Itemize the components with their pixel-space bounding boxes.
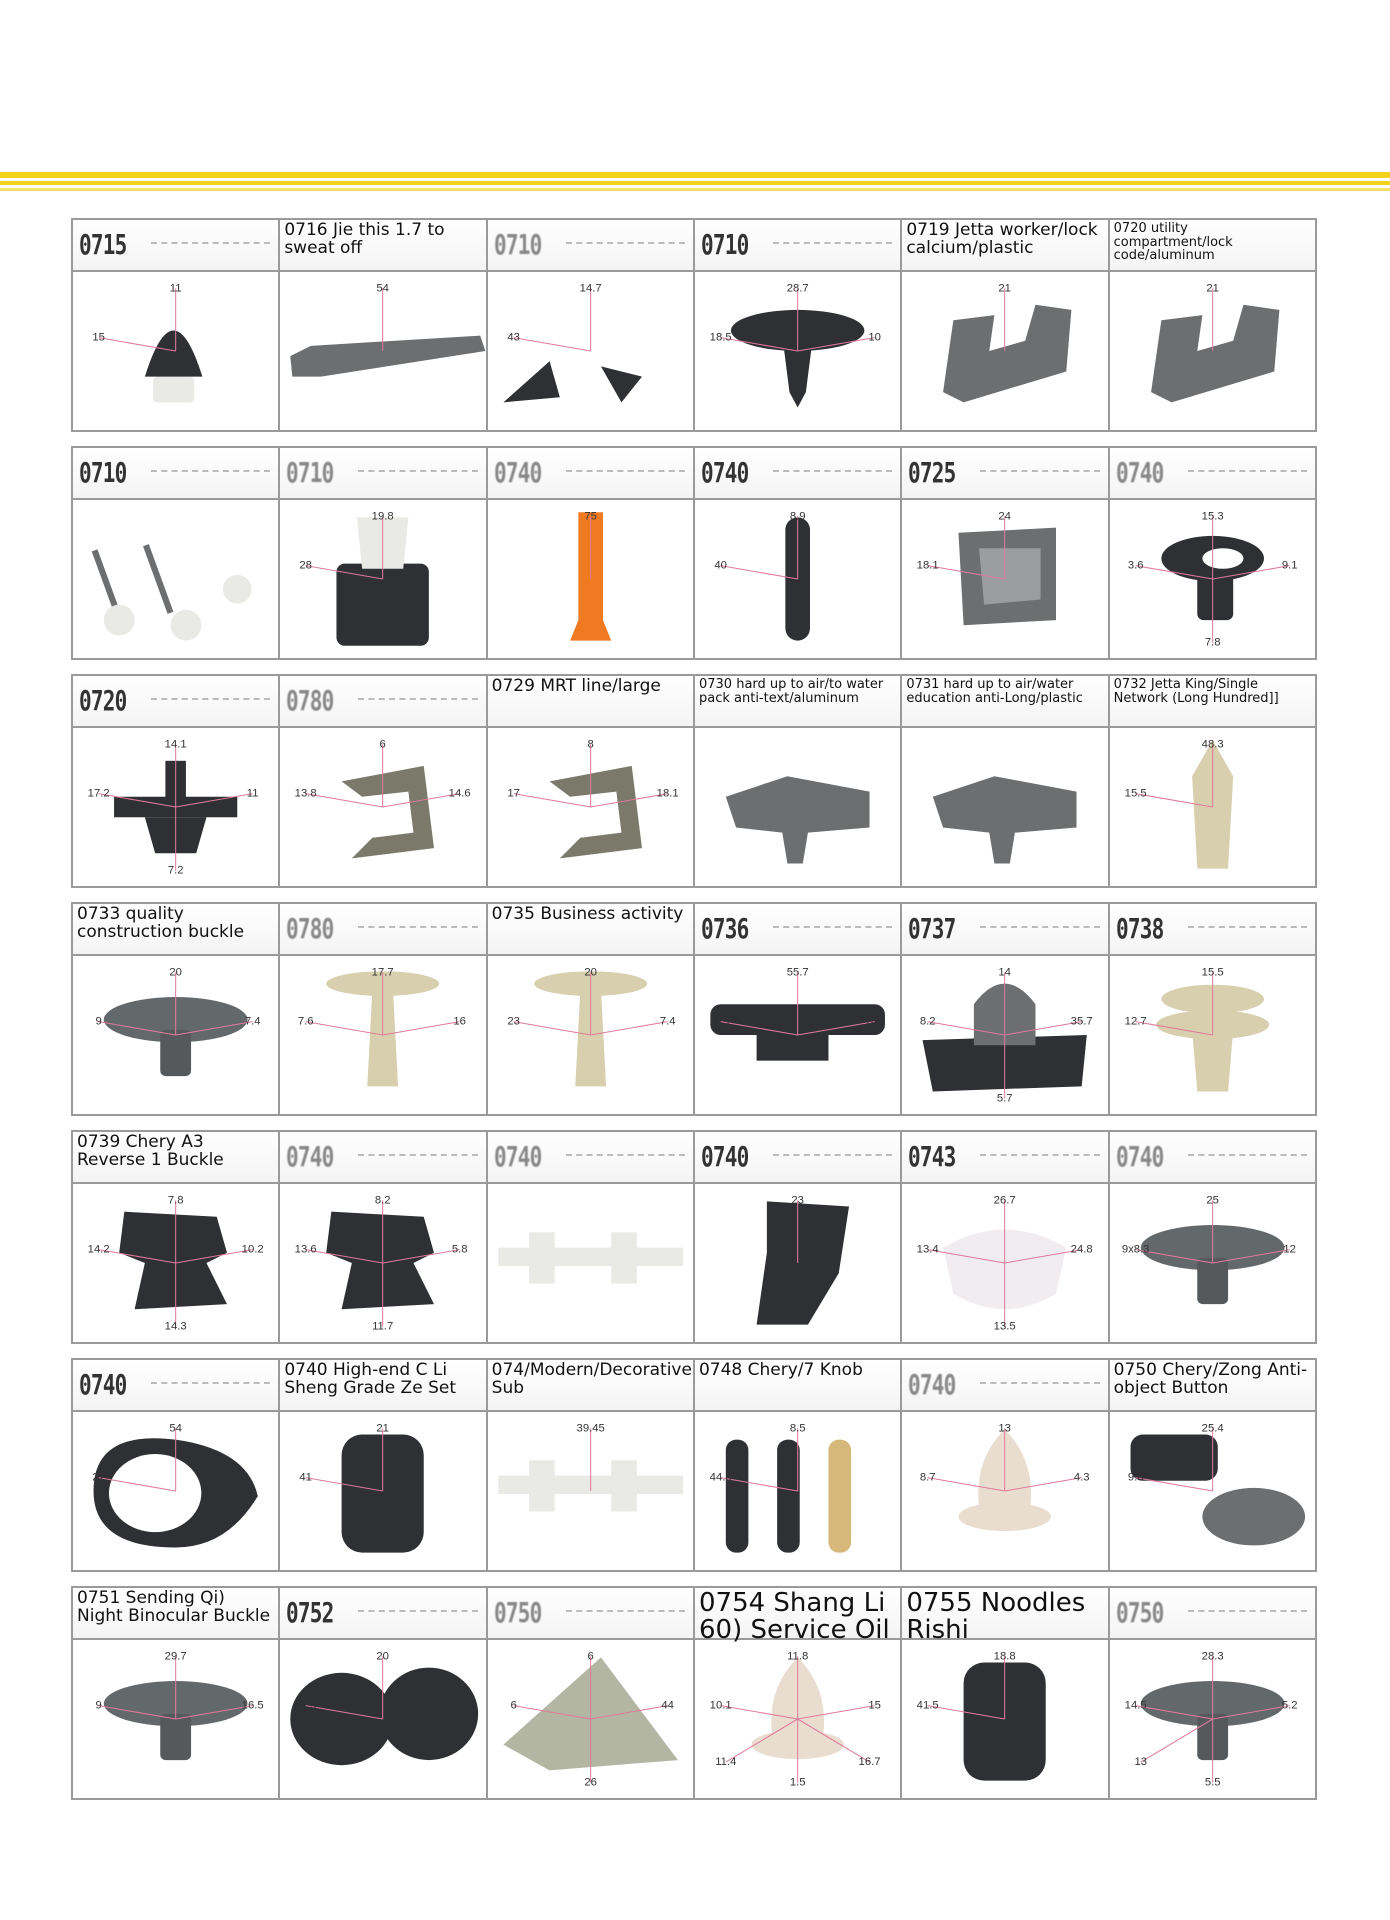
header-rule xyxy=(980,1154,1099,1156)
part-cell xyxy=(278,1586,487,1800)
dimension-label: 28.3 xyxy=(1201,1650,1224,1663)
header-rule xyxy=(1188,1610,1307,1612)
dimension-label: 12.7 xyxy=(1124,1015,1147,1028)
mushroom-cap-icon xyxy=(1110,1184,1315,1342)
ribbed-knob-icon xyxy=(280,1412,485,1570)
part-code: 0738 xyxy=(1115,912,1164,945)
part-cell xyxy=(900,1358,1109,1572)
part-cell xyxy=(693,1358,902,1572)
part-code: 0740 xyxy=(286,1140,334,1173)
dimension-label: 20 xyxy=(584,966,597,979)
dimension-label: 7.8 xyxy=(167,1194,184,1207)
part-header xyxy=(73,904,278,956)
dimension-label: 19.8 xyxy=(372,510,394,523)
part-header xyxy=(280,1588,485,1640)
part-header xyxy=(488,1132,693,1184)
part-cell xyxy=(486,902,695,1116)
ribbed-knob-icon xyxy=(902,1640,1107,1798)
part-cell xyxy=(693,218,902,432)
part-header xyxy=(902,904,1107,956)
part-code: 0752 xyxy=(286,1596,334,1629)
dimension-label: 10.1 xyxy=(709,1699,732,1712)
part-code: 0740 xyxy=(1115,1140,1164,1173)
dimension-label: 18.1 xyxy=(656,787,679,800)
fir-tree-clip-icon xyxy=(488,956,693,1114)
part-header xyxy=(73,1132,278,1184)
dimension-label: 8.9 xyxy=(789,510,806,523)
dimension-label: 8 xyxy=(587,738,594,751)
grommet-icon xyxy=(1110,500,1315,658)
header-rule xyxy=(151,470,270,472)
part-header xyxy=(902,1360,1107,1412)
part-cell xyxy=(693,1586,902,1800)
dimension-label: 11.4 xyxy=(715,1756,737,1769)
dimension-label: 16.5 xyxy=(241,1699,264,1712)
top-stripe-2 xyxy=(0,181,1390,185)
cone-clip-icon xyxy=(695,1640,900,1798)
part-header xyxy=(488,220,693,272)
dimension-label: 11 xyxy=(246,787,259,800)
header-rule xyxy=(773,926,892,928)
dimension-label: 17.2 xyxy=(87,787,110,800)
mushroom-cap-icon xyxy=(73,1640,278,1798)
dimension-line xyxy=(513,338,590,351)
header-rule xyxy=(358,698,477,700)
part-header xyxy=(280,676,485,728)
dimension-label: 21 xyxy=(998,282,1012,295)
part-cell xyxy=(693,1130,902,1344)
part-header xyxy=(902,448,1107,500)
dimension-label: 29.7 xyxy=(164,1650,187,1663)
part-cell xyxy=(900,1130,1109,1344)
dimension-label: 15.3 xyxy=(1201,510,1224,523)
part-code: 0740 xyxy=(79,1368,127,1401)
part-code: 0740 xyxy=(700,1140,749,1173)
header-rule xyxy=(358,926,477,928)
dimension-label: 4.3 xyxy=(1074,1471,1090,1484)
part-header xyxy=(1110,1588,1315,1640)
part-header xyxy=(1110,904,1315,956)
header-rule xyxy=(980,470,1099,472)
header-rule xyxy=(566,470,685,472)
header-rule xyxy=(1188,1154,1307,1156)
dimension-label: 28.7 xyxy=(786,282,809,295)
part-header xyxy=(695,1360,900,1412)
dimension-label: 17 xyxy=(507,787,520,800)
part-caption: 0729 MRT line/large xyxy=(491,676,661,696)
dimension-label: 13 xyxy=(1134,1756,1147,1769)
part-code: 0736 xyxy=(700,912,749,945)
part-header xyxy=(1110,220,1315,272)
part-header xyxy=(695,1132,900,1184)
part-cell xyxy=(1108,1358,1317,1572)
part-code: 0740 xyxy=(700,456,749,489)
part-code: 0740 xyxy=(908,1368,956,1401)
screw-set-icon xyxy=(695,1412,900,1570)
part-cell xyxy=(71,218,280,432)
part-caption: 0755 Noodles Rishi xyxy=(906,1588,1086,1646)
dimension-label: 18.1 xyxy=(917,559,939,572)
fir-tree-clip-icon xyxy=(280,956,485,1114)
dimension-label: 9.8 xyxy=(1127,1471,1144,1484)
part-cell xyxy=(486,1586,695,1800)
dimension-label: 15 xyxy=(92,331,105,344)
part-header xyxy=(280,904,485,956)
mushroom-cap-icon xyxy=(1110,1640,1315,1798)
part-header xyxy=(695,676,900,728)
dimension-label: 13.6 xyxy=(295,1243,317,1256)
dimension-label: 25.4 xyxy=(1201,1422,1224,1435)
top-stripe-3 xyxy=(0,188,1390,191)
dimension-label: 11.7 xyxy=(372,1320,394,1333)
dimension-label: 11.8 xyxy=(787,1650,809,1663)
part-cell xyxy=(900,902,1109,1116)
arrow-pin-icon xyxy=(1110,728,1315,886)
dimension-label: 15.5 xyxy=(1124,787,1147,800)
dimension-label: 41 xyxy=(299,1471,313,1484)
part-header xyxy=(1110,1132,1315,1184)
part-cell xyxy=(900,446,1109,660)
dimension-label: 27 xyxy=(92,1471,105,1484)
part-header xyxy=(488,1360,693,1412)
dimension-label: 16.7 xyxy=(858,1756,881,1769)
part-code: 0740 xyxy=(493,456,542,489)
dimension-label: 8.5 xyxy=(866,1015,883,1028)
header-rule xyxy=(358,1154,477,1156)
header-rule xyxy=(151,242,270,244)
dimension-label: 5.8 xyxy=(452,1243,468,1256)
part-header xyxy=(488,904,693,956)
clip-strip-icon xyxy=(488,1184,693,1342)
dimension-label: 3.6 xyxy=(1127,559,1144,572)
part-cell xyxy=(486,1358,695,1572)
part-cell xyxy=(278,218,487,432)
dimension-label: 13.5 xyxy=(994,1320,1016,1333)
hose-clip-icon xyxy=(73,1184,278,1342)
dimension-label: 28 xyxy=(299,559,313,572)
dimension-label: 5.7 xyxy=(997,1092,1013,1105)
part-cell xyxy=(278,674,487,888)
dimension-label: 6 xyxy=(379,738,387,751)
part-cell xyxy=(1108,446,1317,660)
part-header xyxy=(695,448,900,500)
dimension-label: 8.7 xyxy=(920,1471,936,1484)
dimension-label: 54 xyxy=(169,1422,182,1435)
u-clip-icon xyxy=(902,272,1107,430)
part-header xyxy=(488,1588,693,1640)
part-cell xyxy=(278,446,487,660)
dimension-label: 7.6 xyxy=(298,1015,314,1028)
dimension-label: 23 xyxy=(791,1194,804,1207)
part-caption: 0719 Jetta worker/lock calcium/plastic xyxy=(906,220,1098,258)
part-cell xyxy=(71,446,280,660)
part-cell xyxy=(1108,674,1317,888)
dimension-label: 14.5 xyxy=(1124,1699,1147,1712)
wedge-pair-icon xyxy=(488,272,693,430)
part-cell xyxy=(900,218,1109,432)
part-caption: 0735 Business activity xyxy=(491,904,684,924)
dimension-label: 23 xyxy=(507,1015,520,1028)
button-pair-icon xyxy=(1110,1412,1315,1570)
part-cell xyxy=(900,1586,1109,1800)
dimension-label: 25 xyxy=(1206,1194,1219,1207)
dimension-label: 13.8 xyxy=(295,787,317,800)
dimension-label: 11 xyxy=(169,282,182,295)
dimension-label: 13 xyxy=(998,1422,1012,1435)
dimension-label: 21 xyxy=(376,1422,390,1435)
dimension-label: 5.5 xyxy=(1204,1776,1221,1789)
dimension-label: 24.8 xyxy=(1071,1243,1093,1256)
orange-tube-icon xyxy=(488,500,693,658)
part-caption: 0733 quality construction buckle xyxy=(77,904,245,942)
part-header xyxy=(902,1132,1107,1184)
header-rule xyxy=(773,470,892,472)
dimension-label: 14.3 xyxy=(164,1320,187,1333)
part-cell xyxy=(486,674,695,888)
header-rule xyxy=(566,1154,685,1156)
header-rule xyxy=(980,1382,1099,1384)
part-code: 0780 xyxy=(286,912,334,945)
part-cell xyxy=(278,902,487,1116)
dimension-label: 18.8 xyxy=(994,1650,1016,1663)
ribbed-pin-icon xyxy=(695,500,900,658)
part-header xyxy=(902,220,1107,272)
ring-icon xyxy=(73,1412,278,1570)
part-caption: 0750 Chery/Zong Anti-object Button xyxy=(1113,1360,1308,1398)
part-cell xyxy=(693,674,902,888)
part-header xyxy=(73,1588,278,1640)
part-caption: 0751 Sending Qi) Night Binocular Buckle xyxy=(77,1588,271,1626)
part-code: 0710 xyxy=(700,228,749,261)
part-cell xyxy=(71,1586,280,1800)
spring-clip-icon xyxy=(902,500,1107,658)
dimension-label: 43 xyxy=(507,331,520,344)
dimension-label: 15 xyxy=(868,1699,881,1712)
part-caption: 0754 Shang Li 60) Service Oil xyxy=(698,1588,890,1646)
cone-clip-icon xyxy=(902,1412,1107,1570)
part-header xyxy=(488,676,693,728)
disc-pair-icon xyxy=(280,1640,485,1798)
part-cell xyxy=(71,1130,280,1344)
dimension-label: 44 xyxy=(661,1699,674,1712)
part-header xyxy=(280,1360,485,1412)
part-code: 0740 xyxy=(1115,456,1164,489)
header-rule xyxy=(980,926,1099,928)
dimension-label: 20 xyxy=(376,1650,390,1663)
part-header xyxy=(902,676,1107,728)
header-rule xyxy=(773,1154,892,1156)
dimension-label: 8.2 xyxy=(375,1194,391,1207)
part-header xyxy=(280,1132,485,1184)
mushroom-cap-icon xyxy=(73,956,278,1114)
dimension-label: 48.3 xyxy=(1201,738,1224,751)
dimension-label: 26 xyxy=(584,1776,597,1789)
part-cell xyxy=(900,674,1109,888)
part-caption: 0716 Jie this 1.7 to sweat off xyxy=(284,220,445,258)
dimension-label: 17.7 xyxy=(372,966,394,979)
part-header xyxy=(280,448,485,500)
dimension-label: 14.2 xyxy=(87,1243,110,1256)
flat-bar-icon xyxy=(280,272,485,430)
part-cell xyxy=(278,1130,487,1344)
dimension-label: 14 xyxy=(998,966,1012,979)
part-code: 0725 xyxy=(908,456,956,489)
dimension-label: 20 xyxy=(169,966,182,979)
metal-clip-icon xyxy=(280,728,485,886)
dimension-label: 9 xyxy=(95,1699,102,1712)
part-code: 0715 xyxy=(79,228,127,261)
metal-clip-icon xyxy=(488,728,693,886)
part-code: 0750 xyxy=(1115,1596,1164,1629)
dimension-label: 7.8 xyxy=(1204,636,1221,649)
part-code: 0780 xyxy=(286,684,334,717)
dimension-label: 8.5 xyxy=(789,1422,806,1435)
tree-clip-icon xyxy=(695,272,900,430)
parts-catalog-grid xyxy=(73,218,1317,1800)
header-rule xyxy=(151,1382,270,1384)
part-caption: 074/Modern/Decorative Sub xyxy=(491,1360,692,1398)
clip-strip-icon xyxy=(488,1412,693,1570)
dimension-label: 10 xyxy=(868,331,881,344)
dimension-label: 7.4 xyxy=(244,1015,261,1028)
mount-block-icon xyxy=(902,956,1107,1114)
dimension-label: 9.1 xyxy=(1281,559,1298,572)
top-stripe-1 xyxy=(0,172,1390,178)
part-header xyxy=(1110,1360,1315,1412)
part-cell xyxy=(693,902,902,1116)
part-cell xyxy=(1108,1130,1317,1344)
layered-clip-icon xyxy=(1110,956,1315,1114)
u-clip-icon xyxy=(1110,272,1315,430)
header-rule xyxy=(151,698,270,700)
part-caption: 0732 Jetta King/Single Network (Long Hundred]] xyxy=(1113,677,1279,706)
part-cell xyxy=(1108,218,1317,432)
part-cell xyxy=(278,1358,487,1572)
dimension-label: 21 xyxy=(1206,282,1219,295)
part-cell xyxy=(71,902,280,1116)
dimension-label: 13.4 xyxy=(917,1243,939,1256)
part-cell xyxy=(71,674,280,888)
part-code: 0710 xyxy=(286,456,334,489)
part-header xyxy=(280,220,485,272)
part-caption: 0739 Chery A3 Reverse 1 Buckle xyxy=(77,1132,224,1170)
header-rule xyxy=(566,242,685,244)
dimension-label: 9x8.3 xyxy=(1121,1243,1150,1256)
dimension-label: 21.7 xyxy=(709,1015,732,1028)
dimension-label: 7.4 xyxy=(659,1015,676,1028)
dimension-label: 18.5 xyxy=(709,331,732,344)
dimension-label: 40 xyxy=(714,559,727,572)
part-header xyxy=(73,676,278,728)
dimension-label: 26.7 xyxy=(994,1194,1016,1207)
part-header xyxy=(695,220,900,272)
part-code: 0710 xyxy=(493,228,542,261)
header-rule xyxy=(1188,470,1307,472)
part-caption: 0730 hard up to air/to water pack anti-text/aluminum xyxy=(698,677,884,706)
header-rule xyxy=(566,1610,685,1612)
dimension-label: 35.7 xyxy=(1071,1015,1093,1028)
dimension-label: 16 xyxy=(453,1015,467,1028)
round-clip-icon xyxy=(902,1184,1107,1342)
dimension-label: 8.2 xyxy=(920,1015,936,1028)
push-rivet-icon xyxy=(73,272,278,430)
bracket-icon xyxy=(695,1184,900,1342)
dimension-label: 24 xyxy=(998,510,1012,523)
dimension-label: 1.5 xyxy=(789,1776,806,1789)
dimension-label: 6 xyxy=(510,1699,517,1712)
header-rule xyxy=(358,1610,477,1612)
header-rule xyxy=(773,242,892,244)
part-cell xyxy=(486,218,695,432)
dimension-label: 44.8 xyxy=(709,1471,732,1484)
part-cell xyxy=(1108,1586,1317,1800)
part-header xyxy=(1110,448,1315,500)
dimension-label: 55.7 xyxy=(786,966,809,979)
dimension-label: 75 xyxy=(584,510,597,523)
dimension-label: 22.5 xyxy=(295,1699,317,1712)
part-cell xyxy=(71,1358,280,1572)
header-rule xyxy=(358,470,477,472)
dimension-label: 5.2 xyxy=(1281,1699,1298,1712)
hose-clip-icon xyxy=(280,1184,485,1342)
part-caption: 0748 Chery/7 Knob xyxy=(698,1360,863,1380)
part-header xyxy=(73,1360,278,1412)
part-code: 0710 xyxy=(79,456,127,489)
bolt-set-icon xyxy=(73,500,278,658)
part-caption: 0731 hard up to air/water education anti-Long/plastic xyxy=(906,677,1083,706)
dimension-label: 6 xyxy=(587,1650,594,1663)
part-caption: 0740 High-end C Li Sheng Grade Ze Set xyxy=(284,1360,456,1398)
part-code: 0743 xyxy=(908,1140,956,1173)
dimension-label: 12 xyxy=(1283,1243,1296,1256)
part-code: 0750 xyxy=(493,1596,542,1629)
part-cell xyxy=(693,446,902,660)
dimension-label: 39.45 xyxy=(576,1422,605,1435)
part-header xyxy=(695,904,900,956)
square-clip-icon xyxy=(280,500,485,658)
part-code: 0737 xyxy=(908,912,956,945)
dimension-label: 14.6 xyxy=(449,787,471,800)
part-header xyxy=(1110,676,1315,728)
part-header xyxy=(73,448,278,500)
dimension-label: 10.2 xyxy=(241,1243,264,1256)
part-caption: 0720 utility compartment/lock code/aluminum xyxy=(1113,221,1233,264)
dimension-label: 54 xyxy=(376,282,390,295)
part-code: 0740 xyxy=(493,1140,542,1173)
part-cell xyxy=(486,1130,695,1344)
header-rule xyxy=(1188,926,1307,928)
pipe-tee-icon xyxy=(902,728,1107,886)
part-header xyxy=(73,220,278,272)
dimension-label: 7.2 xyxy=(167,864,184,877)
dimension-label: 9 xyxy=(95,1015,102,1028)
part-code: 0720 xyxy=(79,684,127,717)
pipe-tee-icon xyxy=(695,728,900,886)
dimension-label: 14.7 xyxy=(579,282,602,295)
part-cell xyxy=(1108,902,1317,1116)
square-base-clip-icon xyxy=(73,728,278,886)
part-cell xyxy=(486,446,695,660)
dimension-label: 15.5 xyxy=(1201,966,1224,979)
flat-plug-icon xyxy=(695,956,900,1114)
dimension-label: 41.5 xyxy=(917,1699,939,1712)
dimension-label: 14.1 xyxy=(164,738,187,751)
triangle-pad-icon xyxy=(488,1640,693,1798)
part-header xyxy=(488,448,693,500)
